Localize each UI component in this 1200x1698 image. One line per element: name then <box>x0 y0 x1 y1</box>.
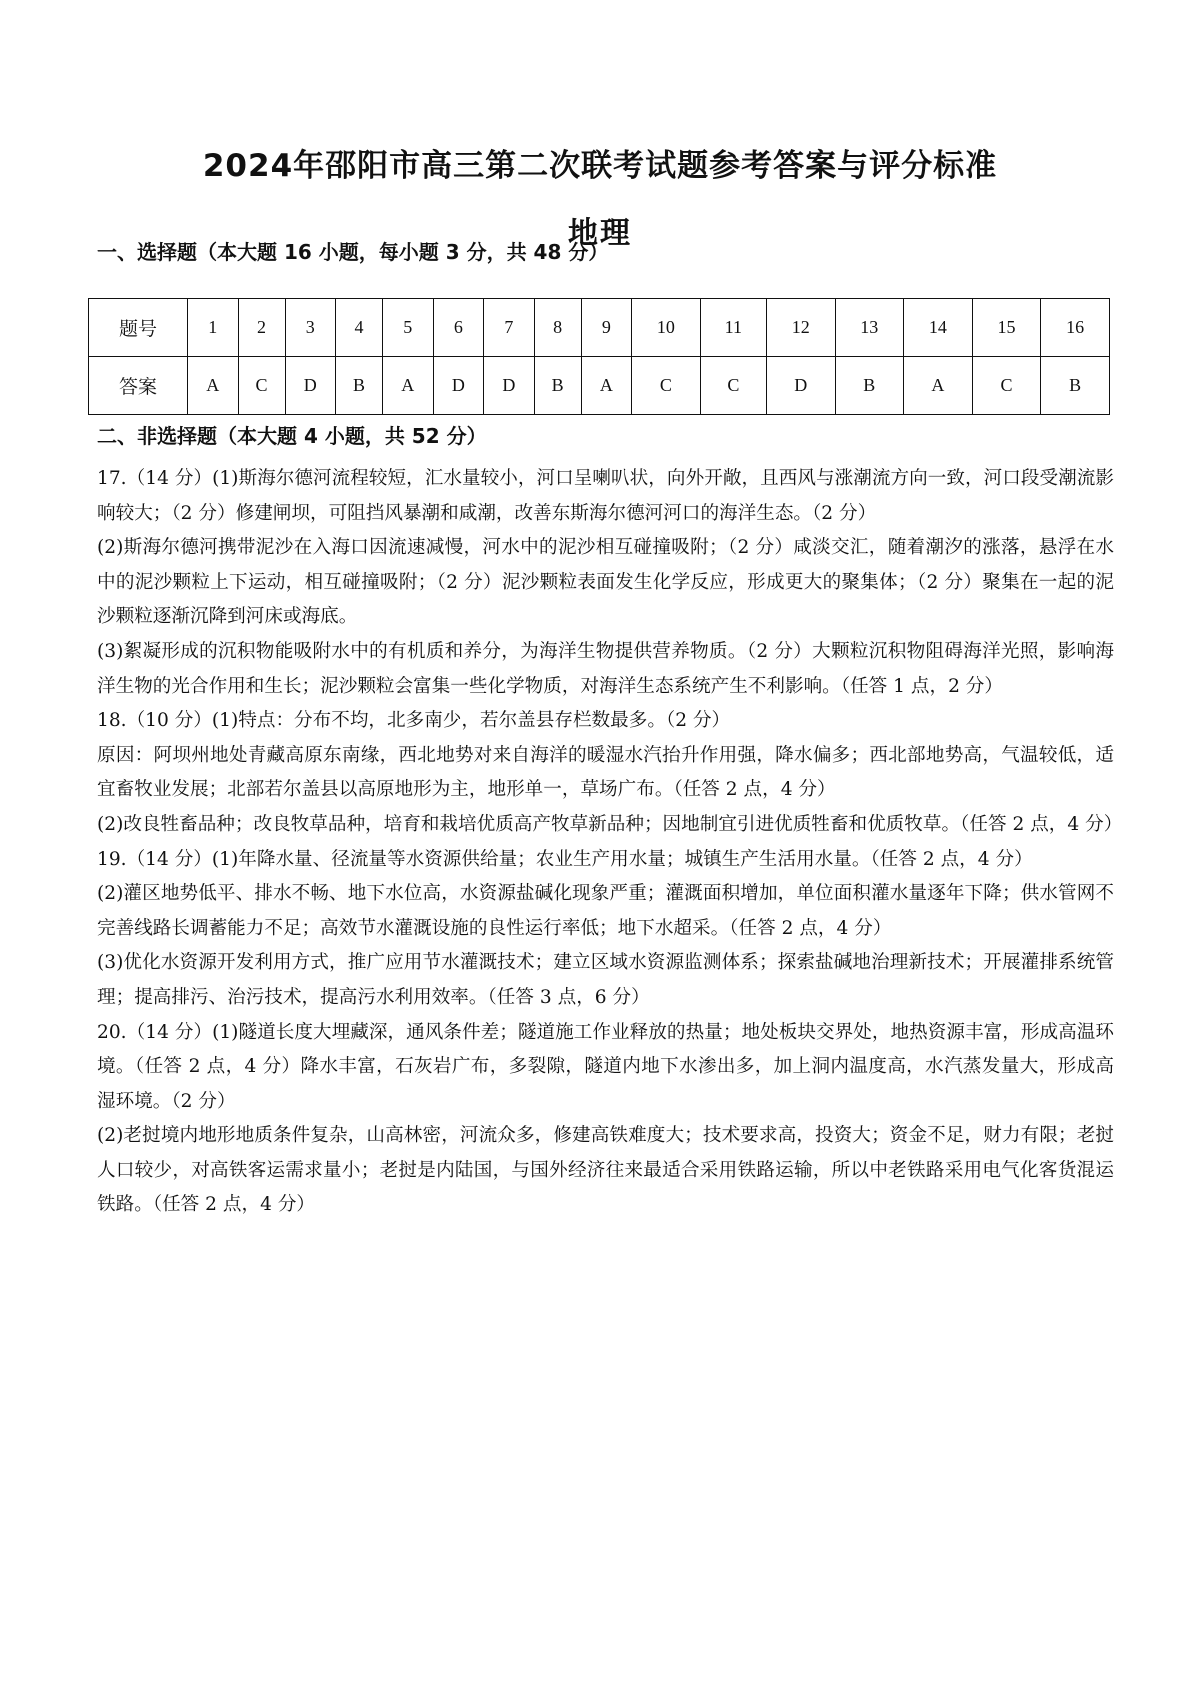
answer-row <box>89 357 1110 415</box>
q19-part1-paragraph: 19.（14 分）(1)年降水量、径流量等水资源供给量；农业生产用水量；城镇生产生活用水量。（任答 2 点，4 分） <box>97 848 1033 870</box>
answer-cell: A <box>383 357 434 415</box>
answer-cell: C <box>238 357 285 415</box>
answer-cell: B <box>1041 357 1110 415</box>
question-number-cell: 7 <box>484 299 535 357</box>
question-number-cell: 4 <box>336 299 383 357</box>
answer-cell: A <box>188 357 239 415</box>
answer-label: 答案 <box>89 357 188 415</box>
answer-cell: A <box>581 357 632 415</box>
q20-part2-paragraph: (2)老挝境内地形地质条件复杂，山高林密，河流众多，修建高铁难度大；技术要求高，投资大；资金不足，财力有限；老挝人口较少，对高铁客运需求量小；老挝是内陆国，与国外经济往来最适合采用铁路运输，所以中老铁路采用电气化客货混运铁路。（任答 2 点，4 分） <box>97 1125 1114 1216</box>
answer-cell: D <box>766 357 835 415</box>
question-number-cell: 13 <box>835 299 904 357</box>
question-number-cell: 8 <box>534 299 581 357</box>
section1-heading: 一、选择题（本大题 16 小题，每小题 3 分，共 48 分） <box>97 240 609 264</box>
question-number-cell: 12 <box>766 299 835 357</box>
q19-part3-paragraph: (3)优化水资源开发利用方式，推广应用节水灌溉技术；建立区域水资源监测体系；探索盐碱地治理新技术；开展灌排系统管理；提高排污、治污技术，提高污水利用效率。（任答 3 点，6 分） <box>97 952 1114 1008</box>
answer-cell: D <box>484 357 535 415</box>
question-number-cell: 2 <box>238 299 285 357</box>
question-number-cell: 1 <box>188 299 239 357</box>
question-number-cell: 3 <box>285 299 336 357</box>
question-number-cell: 11 <box>700 299 766 357</box>
q18-part2-paragraph: (2)改良牲畜品种；改良牧草品种，培育和栽培优质高产牧草新品种；因地制宜引进优质牲畜和优质牧草。（任答 2 点，4 分） <box>97 813 1123 835</box>
answer-cell: D <box>285 357 336 415</box>
answer-cell: B <box>835 357 904 415</box>
subject-title: 地理 <box>568 216 632 251</box>
question-number-row <box>89 299 1110 357</box>
answer-cell: B <box>534 357 581 415</box>
document-title: 2024年邵阳市高三第二次联考试题参考答案与评分标准 <box>202 148 998 184</box>
question-number-cell: 9 <box>581 299 632 357</box>
q17-part2-paragraph: (2)斯海尔德河携带泥沙在入海口因流速减慢，河水中的泥沙相互碰撞吸附；（2 分）咸淡交汇，随着潮汐的涨落，悬浮在水中的泥沙颗粒上下运动，相互碰撞吸附；（2 分）泥沙颗粒表面发生化学反应，形成更大的聚集体；（2 分）聚集在一起的泥沙颗粒逐渐沉降到河床或海底。 <box>97 537 1114 628</box>
question-number-cell: 14 <box>904 299 973 357</box>
question-number-cell: 15 <box>972 299 1041 357</box>
answer-cell: A <box>904 357 973 415</box>
q20-part1-paragraph: 20.（14 分）(1)隧道长度大埋藏深，通风条件差；隧道施工作业释放的热量；地处板块交界处，地热资源丰富，形成高温环境。（任答 2 点，4 分）降水丰富，石灰岩广布，多裂隙，隧道内地下水渗出多，加上洞内温度高，水汽蒸发量大，形成高湿环境。（2 分） <box>97 1021 1114 1112</box>
answer-cell: C <box>700 357 766 415</box>
section2-heading: 二、非选择题（本大题 4 小题，共 52 分） <box>97 424 487 448</box>
q18-reason-paragraph: 原因：阿坝州地处青藏高原东南缘，西北地势对来自海洋的暖湿水汽抬升作用强，降水偏多；西北部地势高，气温较低，适宜畜牧业发展；北部若尔盖县以高原地形为主，地形单一，草场广布。（任答 2 点，4 分） <box>97 744 1114 801</box>
question-number-cell: 10 <box>632 299 701 357</box>
answer-cell: D <box>433 357 484 415</box>
question-number-label: 题号 <box>89 299 188 357</box>
answer-cell: C <box>632 357 701 415</box>
q19-part2-paragraph: (2)灌区地势低平、排水不畅、地下水位高，水资源盐碱化现象严重；灌溉面积增加，单位面积灌水量逐年下降；供水管网不完善线路长调蓄能力不足；高效节水灌溉设施的良性运行率低；地下水超采。（任答 2 点，4 分） <box>97 883 1114 939</box>
answer-cell: B <box>336 357 383 415</box>
q18-part1-paragraph: 18.（10 分）(1)特点：分布不均，北多南少，若尔盖县存栏数最多。（2 分） <box>97 710 731 732</box>
answer-cell: C <box>972 357 1041 415</box>
q17-part3-paragraph: (3)絮凝形成的沉积物能吸附水中的有机质和养分，为海洋生物提供营养物质。（2 分）大颗粒沉积物阻碍海洋光照，影响海洋生物的光合作用和生长；泥沙颗粒会富集一些化学物质，对海洋生态系统产生不利影响。（任答 1 点，2 分） <box>97 640 1114 697</box>
answer-explanations <box>97 462 1123 1223</box>
answer-table <box>88 298 1110 415</box>
q17-part1-paragraph: 17.（14 分）(1)斯海尔德河流程较短，汇水量较小，河口呈喇叭状，向外开敞，且西风与涨潮流方向一致，河口段受潮流影响较大；（2 分）修建闸坝，可阻挡风暴潮和咸潮，改善东斯海尔德河河口的海洋生态。（2 分） <box>97 468 1114 524</box>
question-number-cell: 16 <box>1041 299 1110 357</box>
question-number-cell: 5 <box>383 299 434 357</box>
question-number-cell: 6 <box>433 299 484 357</box>
